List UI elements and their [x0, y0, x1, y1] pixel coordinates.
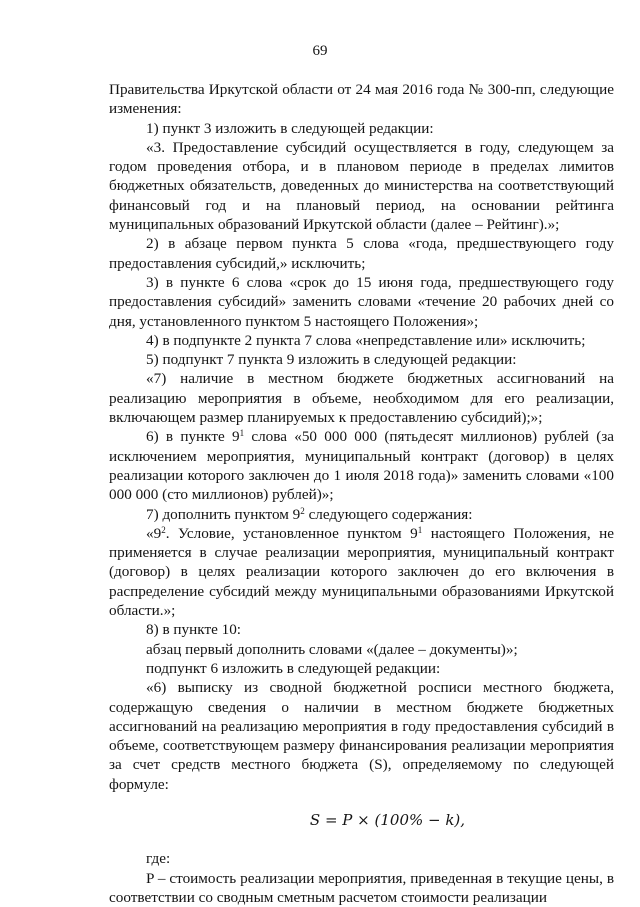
text-run: 7) дополнить пунктом 9 — [146, 505, 301, 523]
paragraph: 5) подпункт 7 пункта 9 изложить в следующей редакции: — [146, 351, 517, 369]
paragraph: подпункт 6 изложить в следующей редакции: — [146, 659, 441, 677]
page-number: 69 — [312, 43, 328, 59]
document-body — [109, 80, 614, 907]
text-run: «9 — [146, 524, 162, 542]
superscript: 1 — [417, 524, 423, 535]
paragraph: 2) в абзаце первом пункта 5 слова «года, предшествующего году предоставления субсидий,» исключить; — [109, 235, 614, 272]
paragraph: 8) в пункте 10: — [146, 621, 242, 639]
superscript: 1 — [239, 428, 245, 439]
text-run: следующего содержания: — [304, 505, 473, 523]
paragraph: «3. Предоставление субсидий осуществляется в году, следующем за годом проведения отбора, и в плановом периоде в пределах лимитов бюджетных обязательств, доведенных до министерства на соответствующий финансовый год и на плановый период, на основании рейтинга муниципальных образований Иркутской области (далее – Рейтинг).»; — [109, 138, 614, 234]
paragraph: 3) в пункте 6 слова «срок до 15 июня года, предшествующего году предоставления субсидий» заменить словами «течение 20 рабочих дней со дня, установленного пунктом 5 настоящего Положения»; — [109, 273, 614, 330]
text-run: . Условие, установленное пунктом 9 — [165, 524, 418, 542]
text-run: настоящего Положения, не применяется в случае реализации мероприятия, муниципальный контракт (договор) в целях реализации которого заключен до его включения в распределение субсидий между муниципальными образованиями Иркутской области.»; — [109, 524, 615, 620]
paragraph-item-7 — [109, 505, 614, 524]
paragraph: 1) пункт 3 изложить в следующей редакции: — [146, 119, 434, 137]
paragraph: P – стоимость реализации мероприятия, приведенная в текущие цены, в соответствии со сводным сметным расчетом стоимости реализации — [109, 869, 614, 906]
paragraph: где: — [146, 850, 171, 868]
formula: S = P × (100% − k), — [309, 810, 466, 829]
text-run: слова «50 000 000 (пятьдесят миллионов) рублей (за исключением мероприятия, муниципальный контракт (договор) в целях реализации которого заключен до 1 июля 2018 года)» заменить словами «100 000 000 (сто миллионов) рублей)»; — [109, 428, 614, 504]
paragraph: Правительства Иркутской области от 24 мая 2016 года № 300-пп, следующие изменения: — [109, 81, 614, 118]
paragraph: абзац первый дополнить словами «(далее – документы)»; — [146, 640, 518, 658]
paragraph-point-9-2 — [109, 524, 614, 620]
paragraph-item-6 — [109, 427, 614, 504]
paragraph: «7) наличие в местном бюджете бюджетных ассигнований на реализацию мероприятия в объеме, необходимом для его реализации, включающем размер планируемых к предоставлению субсидий);»; — [109, 370, 614, 427]
superscript: 2 — [161, 524, 166, 535]
superscript: 2 — [300, 505, 305, 516]
paragraph: «6) выписку из сводной бюджетной росписи местного бюджета, содержащую сведения о наличии в местном бюджете бюджетных ассигнований на реализацию мероприятия в году предоставления субсидий в объеме, соответствующем размеру финансирования реализации мероприятия за счет средств местного бюджета (S), определяемому по следующей формуле: — [109, 679, 614, 793]
paragraph: 4) в подпункте 2 пункта 7 слова «непредставление или» исключить; — [146, 331, 586, 349]
text-run: 6) в пункте 9 — [146, 428, 240, 446]
